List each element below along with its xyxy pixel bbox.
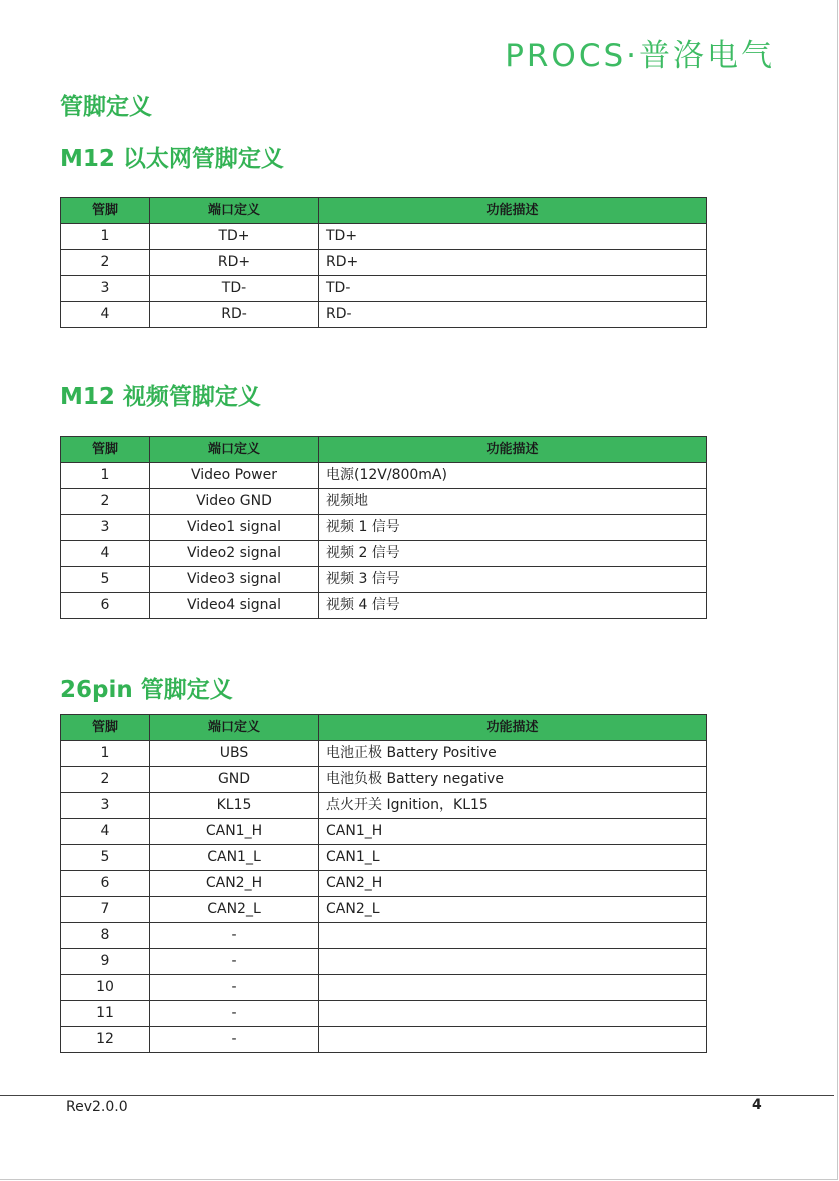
function-description-cell — [319, 949, 707, 975]
table-row — [61, 541, 707, 567]
column-header: 管脚 — [61, 715, 150, 741]
pin-number-cell: 5 — [61, 567, 150, 593]
pin-number-cell: 2 — [61, 767, 150, 793]
table-row — [61, 250, 707, 276]
table-header-row — [61, 715, 707, 741]
pin-number-cell: 1 — [61, 741, 150, 767]
function-description-cell: CAN1_L — [319, 845, 707, 871]
function-description-cell: TD+ — [319, 224, 707, 250]
26pin-pin-table — [60, 714, 707, 1053]
page-number: 4 — [752, 1097, 762, 1113]
pin-number-cell: 8 — [61, 923, 150, 949]
brand-logo: PROCS·普洛电气 — [505, 38, 775, 74]
function-description-cell: 视频 2 信号 — [319, 541, 707, 567]
port-definition-cell: GND — [150, 767, 319, 793]
video-pin-table — [60, 436, 707, 619]
port-definition-cell: Video4 signal — [150, 593, 319, 619]
pin-number-cell: 1 — [61, 224, 150, 250]
column-header: 功能描述 — [319, 437, 707, 463]
function-description-cell — [319, 1027, 707, 1053]
port-definition-cell: RD+ — [150, 250, 319, 276]
pin-number-cell: 3 — [61, 276, 150, 302]
port-definition-cell: - — [150, 1001, 319, 1027]
table-row — [61, 463, 707, 489]
pin-number-cell: 1 — [61, 463, 150, 489]
pin-number-cell: 3 — [61, 515, 150, 541]
port-definition-cell: - — [150, 949, 319, 975]
port-definition-cell: Video3 signal — [150, 567, 319, 593]
table-row — [61, 224, 707, 250]
pin-number-cell: 7 — [61, 897, 150, 923]
table-row — [61, 897, 707, 923]
section-title-26pin: 26pin 管脚定义 — [60, 677, 233, 703]
function-description-cell — [319, 975, 707, 1001]
function-description-cell: 视频 3 信号 — [319, 567, 707, 593]
pin-number-cell: 10 — [61, 975, 150, 1001]
port-definition-cell: Video GND — [150, 489, 319, 515]
page-title: 管脚定义 — [60, 94, 152, 120]
function-description-cell — [319, 1001, 707, 1027]
footer-divider — [0, 1095, 834, 1096]
table-row — [61, 276, 707, 302]
table-row — [61, 819, 707, 845]
table-row — [61, 741, 707, 767]
table-row — [61, 489, 707, 515]
function-description-cell: 电池负极 Battery negative — [319, 767, 707, 793]
port-definition-cell: CAN1_H — [150, 819, 319, 845]
function-description-cell — [319, 923, 707, 949]
pin-number-cell: 4 — [61, 541, 150, 567]
port-definition-cell: - — [150, 975, 319, 1001]
table-row — [61, 871, 707, 897]
port-definition-cell: KL15 — [150, 793, 319, 819]
port-definition-cell: CAN2_L — [150, 897, 319, 923]
port-definition-cell: TD+ — [150, 224, 319, 250]
column-header: 管脚 — [61, 437, 150, 463]
column-header: 端口定义 — [150, 198, 319, 224]
port-definition-cell: CAN2_H — [150, 871, 319, 897]
pin-number-cell: 4 — [61, 302, 150, 328]
column-header: 端口定义 — [150, 715, 319, 741]
pin-number-cell: 6 — [61, 593, 150, 619]
pin-number-cell: 2 — [61, 250, 150, 276]
column-header: 管脚 — [61, 198, 150, 224]
table-row — [61, 1027, 707, 1053]
function-description-cell: CAN2_H — [319, 871, 707, 897]
port-definition-cell: CAN1_L — [150, 845, 319, 871]
table-row — [61, 1001, 707, 1027]
table-row — [61, 793, 707, 819]
function-description-cell: TD- — [319, 276, 707, 302]
section-title-video: M12 视频管脚定义 — [60, 384, 261, 410]
section-title-ethernet: M12 以太网管脚定义 — [60, 146, 284, 172]
pin-number-cell: 4 — [61, 819, 150, 845]
function-description-cell: CAN1_H — [319, 819, 707, 845]
function-description-cell: 点火开关 Ignition，KL15 — [319, 793, 707, 819]
port-definition-cell: Video1 signal — [150, 515, 319, 541]
pin-number-cell: 6 — [61, 871, 150, 897]
function-description-cell: RD- — [319, 302, 707, 328]
port-definition-cell: UBS — [150, 741, 319, 767]
column-header: 端口定义 — [150, 437, 319, 463]
pin-number-cell: 11 — [61, 1001, 150, 1027]
table-row — [61, 302, 707, 328]
function-description-cell: 电源(12V/800mA) — [319, 463, 707, 489]
table-row — [61, 515, 707, 541]
port-definition-cell: TD- — [150, 276, 319, 302]
pin-number-cell: 2 — [61, 489, 150, 515]
table-header-row — [61, 437, 707, 463]
port-definition-cell: Video2 signal — [150, 541, 319, 567]
function-description-cell: 电池正极 Battery Positive — [319, 741, 707, 767]
table-row — [61, 923, 707, 949]
revision-label: Rev2.0.0 — [66, 1099, 128, 1115]
pin-number-cell: 3 — [61, 793, 150, 819]
port-definition-cell: RD- — [150, 302, 319, 328]
table-row — [61, 593, 707, 619]
column-header: 功能描述 — [319, 715, 707, 741]
table-row — [61, 845, 707, 871]
table-row — [61, 949, 707, 975]
table-header-row — [61, 198, 707, 224]
pin-number-cell: 9 — [61, 949, 150, 975]
table-row — [61, 567, 707, 593]
column-header: 功能描述 — [319, 198, 707, 224]
ethernet-pin-table — [60, 197, 707, 328]
function-description-cell: 视频 4 信号 — [319, 593, 707, 619]
table-row — [61, 975, 707, 1001]
function-description-cell: RD+ — [319, 250, 707, 276]
function-description-cell: 视频 1 信号 — [319, 515, 707, 541]
port-definition-cell: - — [150, 923, 319, 949]
table-row — [61, 767, 707, 793]
port-definition-cell: - — [150, 1027, 319, 1053]
port-definition-cell: Video Power — [150, 463, 319, 489]
function-description-cell: CAN2_L — [319, 897, 707, 923]
function-description-cell: 视频地 — [319, 489, 707, 515]
pin-number-cell: 5 — [61, 845, 150, 871]
pin-number-cell: 12 — [61, 1027, 150, 1053]
